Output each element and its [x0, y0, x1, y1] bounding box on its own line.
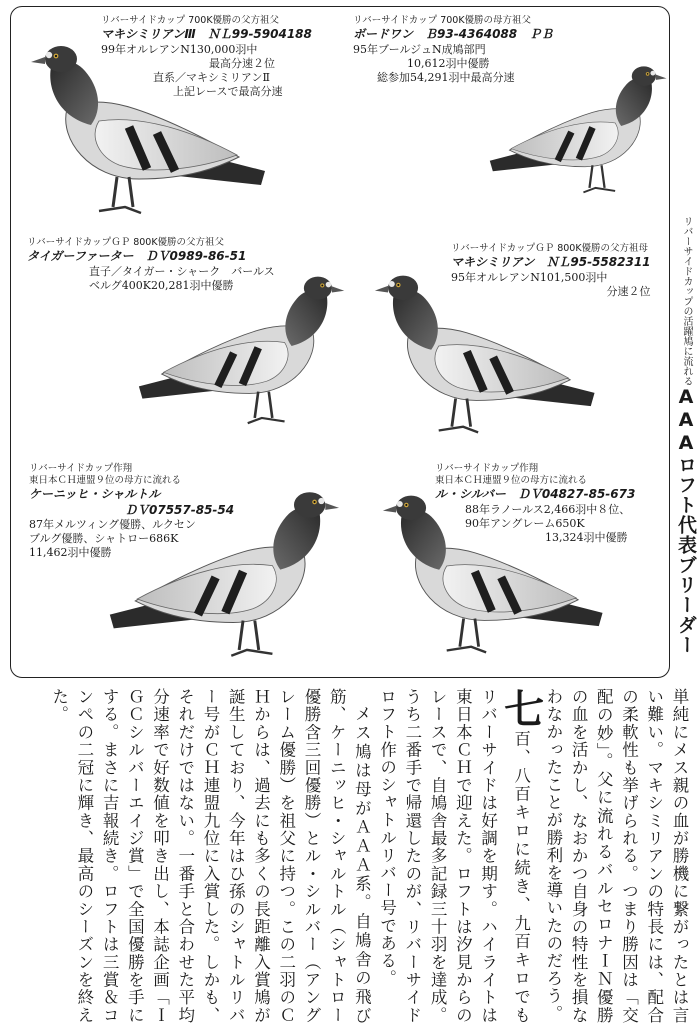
feature-subtitle: リバーサイドカップの活躍鳩に流れる [681, 216, 692, 386]
race-label: リバーサイドカップ 700K優勝の父方祖父 [101, 15, 280, 26]
drop-cap: 七 [497, 688, 545, 730]
record-line: ブルグ優勝、シャトロー686K [29, 532, 179, 546]
record-line: 上記レースで最高分速 [173, 84, 283, 98]
race-label-sub: 東日本ＣＨ連盟９位の母方に流れる [435, 475, 588, 487]
pigeon-name: タイガーファーター ＤＶ0989-86-51 [27, 249, 247, 264]
record-line: 直系／マキシミリアンⅡ [153, 70, 270, 84]
record-line: 11,462羽中優勝 [29, 546, 112, 560]
record-line: 87年メルツィング優勝、ルクセン [29, 518, 196, 532]
feature-box [10, 6, 670, 678]
pigeon-name: ボードワン Ｂ93-4364088 ＰＢ [353, 27, 554, 42]
pigeon-caption-6 [435, 463, 635, 545]
record-line: 10,612羽中優勝 [407, 56, 490, 70]
article-text: 百、八百キロに続き、九百キロでもリバーサイドは好調を期す。ハイライトは東日本ＣＨで迎えた。ロフトは汐見からのレースで、自鳩舎最多記録三十羽を達成。うち二番手で帰還したのが、リバーサイドロフト作のシャトルリバー号である。 [377, 688, 531, 1024]
article-paragraph: メス鳩は母がＡＡＡ系。自鳩舎の飛び筋、ケーニッヒ・シャルトル（シャトロー優勝含三回優勝）とル・シルバー（アングレーム優勝）を祖父に持つ。この二羽のＣＨからは、過去にも多くの長距離入賞鳩が誕生しており、今年はひ孫のシャトルリバー号がＣＨ連盟九位に入賞した。しかも、それだけではない。一番手と合わせた平均分速率で好数値を叩き出し、本誌企画「ＩＧＣシルバーエイジ賞」で全国優勝を手にする。まさに吉報続き。ロフトは三賞＆コンペの二冠に輝き、最高のシーズンを終えた。 [49, 688, 372, 1024]
record-line: 分速２位 [606, 284, 651, 298]
pigeon-name: マキシミリアン ＮＬ95-5582311 [451, 255, 651, 270]
race-label: リバーサイドカップ 700K優勝の母方祖父 [353, 15, 532, 26]
pigeon-name: ケーニッヒ・シャルトル [29, 487, 161, 502]
record-line: 88年ラノールス2,466羽中８位、 [465, 502, 631, 516]
record-line: 13,324羽中優勝 [545, 530, 628, 544]
record-line: 直子／タイガー・シャーク バールス [89, 264, 275, 278]
race-label: リバーサイドカップ作翔 [29, 463, 133, 474]
record-line: 95年オルレアンN101,500羽中 [451, 270, 608, 284]
pigeon-caption-3 [27, 237, 275, 293]
pigeon-ring-number: ＤＶ07557-85-54 [125, 502, 235, 517]
race-label: リバーサイドカップ作翔 [435, 463, 539, 474]
pigeon-name: ル・シルバー ＤＶ04827-85-673 [435, 487, 636, 502]
record-line: 90年アングレーム650K [465, 516, 585, 530]
pigeon-caption-2 [353, 15, 553, 85]
race-label: リバーサイドカップＧＰ 800K優勝の父方祖父 [27, 237, 225, 248]
pigeon-caption-5 [29, 463, 234, 560]
pigeon-caption-1 [101, 15, 312, 99]
pigeon-caption-4 [451, 243, 651, 299]
record-line: 95年ブールジュN成鳩部門 [353, 42, 486, 56]
article-body [8, 688, 692, 1024]
record-line: 99年オルレアンN130,000羽中 [101, 42, 258, 56]
record-line: 最高分速２位 [209, 56, 275, 70]
record-line: ベルグ400K20,281羽中優勝 [89, 278, 234, 292]
record-line: 総参加54,291羽中最高分速 [377, 70, 515, 84]
article-paragraph: 単純にメス親の血が勝機に繋がったとは言い難い。マキシミリアンの特長には、配合の柔軟性も挙げられる。つまり勝因は「交配の妙」。父に流れるバルセロナＩＮ優勝の血を活かし、なおかつ自身の特性を損なわなかったことが勝利を導いたのだろう。 [543, 688, 689, 1024]
pigeon-name: マキシミリアンⅢ ＮＬ99-5904188 [101, 27, 312, 42]
vertical-feature-title [674, 216, 700, 666]
feature-title: AAAロフト代表ブリーダー [675, 386, 697, 655]
article-paragraph-dropcap [374, 688, 545, 1024]
race-label-sub: 東日本ＣＨ連盟９位の母方に流れる [29, 475, 182, 487]
race-label: リバーサイドカップＧＰ 800K優勝の父方祖母 [451, 243, 649, 254]
